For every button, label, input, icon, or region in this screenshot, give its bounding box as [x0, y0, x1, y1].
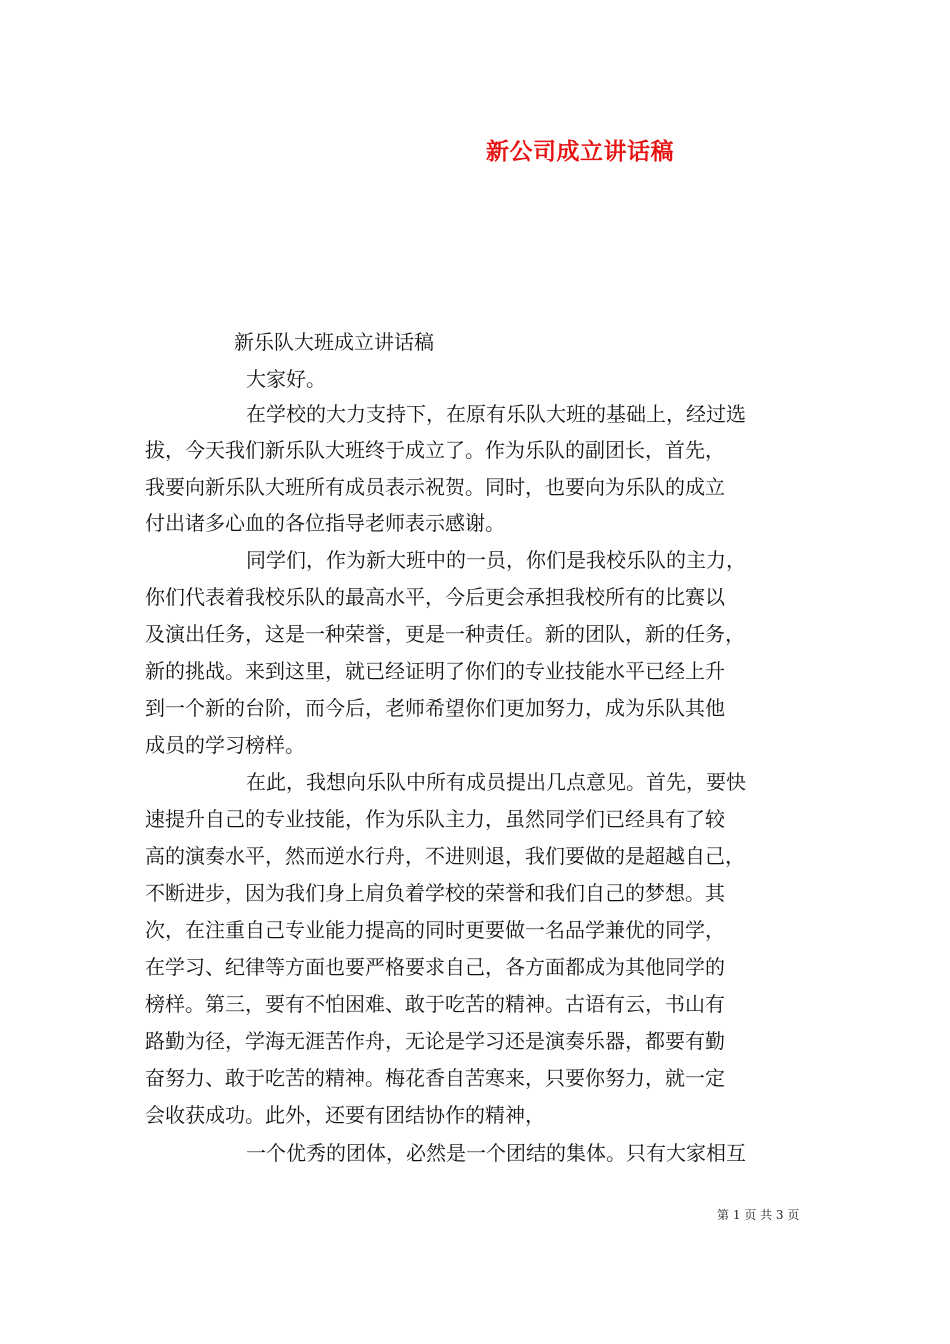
body-line: 在此，我想向乐队中所有成员提出几点意见。首先，要快	[246, 770, 746, 794]
body-line: 我要向新乐队大班所有成员表示祝贺。同时，也要向为乐队的成立	[145, 475, 725, 499]
body-line: 不断进步，因为我们身上肩负着学校的荣誉和我们自己的梦想。其	[145, 881, 725, 905]
body-line: 速提升自己的专业技能，作为乐队主力，虽然同学们已经具有了较	[145, 807, 725, 831]
greeting-line: 大家好。	[246, 367, 326, 391]
body-line: 付出诸多心血的各位指导老师表示感谢。	[145, 511, 505, 535]
body-line: 到一个新的台阶，而今后，老师希望你们更加努力，成为乐队其他	[145, 696, 725, 720]
body-line: 在学习、纪律等方面也要严格要求自己，各方面都成为其他同学的	[145, 955, 725, 979]
speech-subtitle: 新乐队大班成立讲话稿	[234, 330, 434, 354]
body-line: 高的演奏水平，然而逆水行舟，不进则退，我们要做的是超越自己，	[145, 844, 745, 868]
body-line: 成员的学习榜样。	[145, 733, 305, 757]
body-line: 奋努力、敢于吃苦的精神。梅花香自苦寒来，只要你努力，就一定	[145, 1066, 725, 1090]
body-line: 新的挑战。来到这里，就已经证明了你们的专业技能水平已经上升	[145, 659, 725, 683]
body-line: 在学校的大力支持下，在原有乐队大班的基础上，经过选	[246, 402, 746, 426]
body-line: 次，在注重自己专业能力提高的同时更要做一名品学兼优的同学，	[145, 918, 725, 942]
body-line: 拔，今天我们新乐队大班终于成立了。作为乐队的副团长，首先，	[145, 438, 725, 462]
body-line: 榜样。第三，要有不怕困难、敢于吃苦的精神。古语有云，书山有	[145, 992, 725, 1016]
body-line: 一个优秀的团体，必然是一个团结的集体。只有大家相互	[246, 1141, 746, 1165]
body-line: 你们代表着我校乐队的最高水平，今后更会承担我校所有的比赛以	[145, 585, 725, 609]
body-line: 及演出任务，这是一种荣誉，更是一种责任。新的团队，新的任务，	[145, 622, 745, 646]
body-line: 同学们，作为新大班中的一员，你们是我校乐队的主力，	[246, 548, 746, 572]
body-line: 路勤为径，学海无涯苦作舟，无论是学习还是演奏乐器，都要有勤	[145, 1029, 725, 1053]
body-line: 会收获成功。此外，还要有团结协作的精神，	[145, 1103, 545, 1127]
page-number-footer: 第 1 页 共 3 页	[717, 1208, 800, 1222]
document-title: 新公司成立讲话稿	[486, 138, 674, 165]
